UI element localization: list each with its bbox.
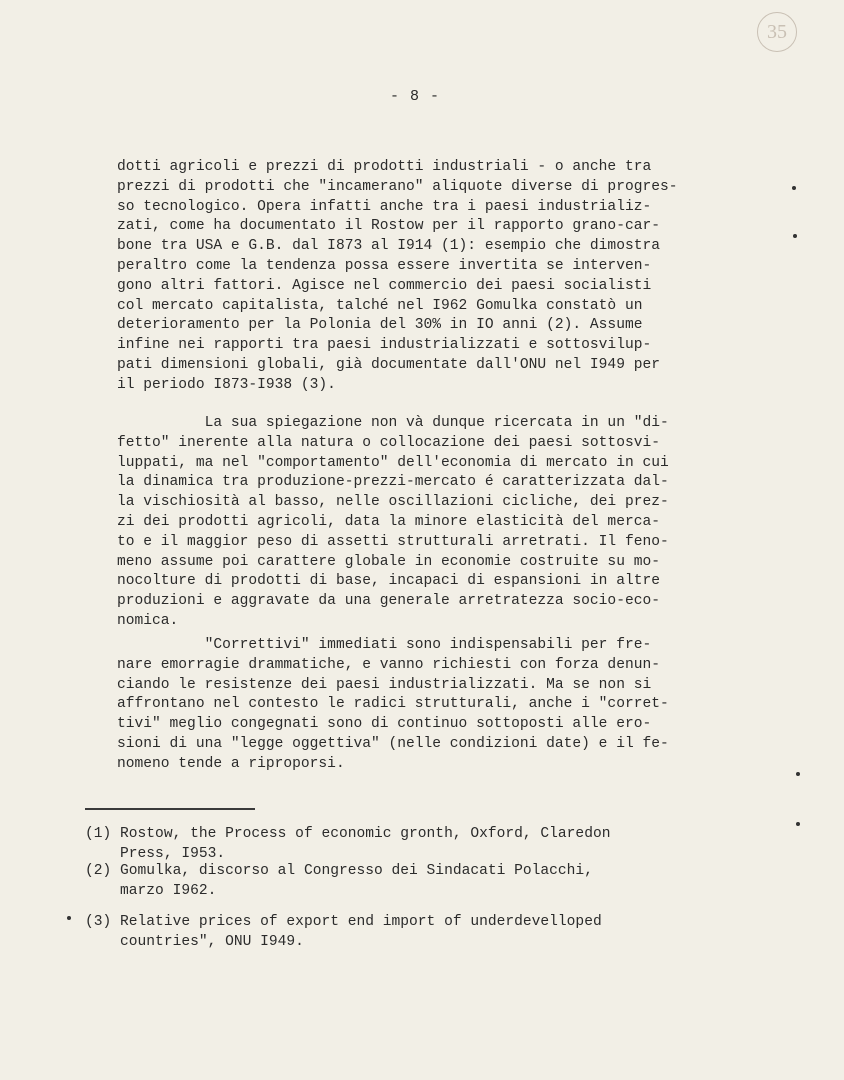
margin-mark	[792, 186, 796, 190]
paragraph-3: "Correttivi" immediati sono indispensabili per fre- nare emorragie drammatiche, e vanno richiesti con forza denun- ciando le resistenze dei paesi industrializzati. Ma se non si affrontano nel contesto le radici strutturali, anche i "corret- tivi" meglio congegnati sono di continuo sottoposti alle ero- sioni di una "legge oggettiva" (nelle condizioni date) e il fe- nomeno tende a riproporsi.	[117, 637, 669, 772]
footnote-2: (2) Gomulka, discorso al Congresso dei Sindacati Polacchi, marzo I962.	[85, 863, 593, 899]
paragraph-1: dotti agricoli e prezzi di prodotti industriali - o anche tra prezzi di prodotti che "incamerano" aliquote diverse di progres- so tecnologico. Opera infatti anche tra i paesi industrializ- zati, come ha documentato il Rostow per il rapporto grano-car- bone tra USA e G.B. dal I873 al I914 (1): esempio che dimostra peraltro come la tendenza possa essere invertita se interven- gono altri fattori. Agisce nel commercio dei paesi socialisti col mercato capitalista, talché nel I962 Gomulka constatò un deterioramento per la Polonia del 30% in IO anni (2). Assume infine nei rapporti tra paesi industrializzati e sottosvilup- pati dimensioni globali, già documentate dall'ONU nel I949 per il periodo I873-I938 (3).	[117, 159, 678, 393]
paragraph-2: La sua spiegazione non và dunque ricercata in un "di- fetto" inerente alla natura o collocazione dei paesi sottosvi- luppati, ma nel "comportamento" dell'economia di mercato in cui la dinamica tra produzione-prezzi-mercato é caratterizzata dal- la vischiosità al basso, nelle oscillazioni cicliche, dei prez- zi dei prodotti agricoli, data la minore elasticità del merca- to e il maggior peso di assetti strutturali arretrati. Il feno- meno assume poi carattere globale in economie costruite su mo- nocolture di prodotti di base, incapaci di espansioni in altre produzioni e aggravate da una generale arretratezza socio-eco- nomica.	[117, 415, 669, 629]
margin-mark	[793, 234, 797, 238]
footnote-divider	[85, 808, 255, 810]
footnote-3: (3) Relative prices of export end import of underdevelloped countries", ONU I949.	[85, 914, 602, 950]
margin-mark	[796, 772, 800, 776]
footnote-1: (1) Rostow, the Process of economic gronth, Oxford, Claredon Press, I953.	[85, 826, 611, 862]
page-stamp: 35	[757, 12, 797, 52]
margin-mark	[796, 822, 800, 826]
margin-mark	[67, 916, 71, 920]
page-number: - 8 -	[389, 88, 440, 105]
